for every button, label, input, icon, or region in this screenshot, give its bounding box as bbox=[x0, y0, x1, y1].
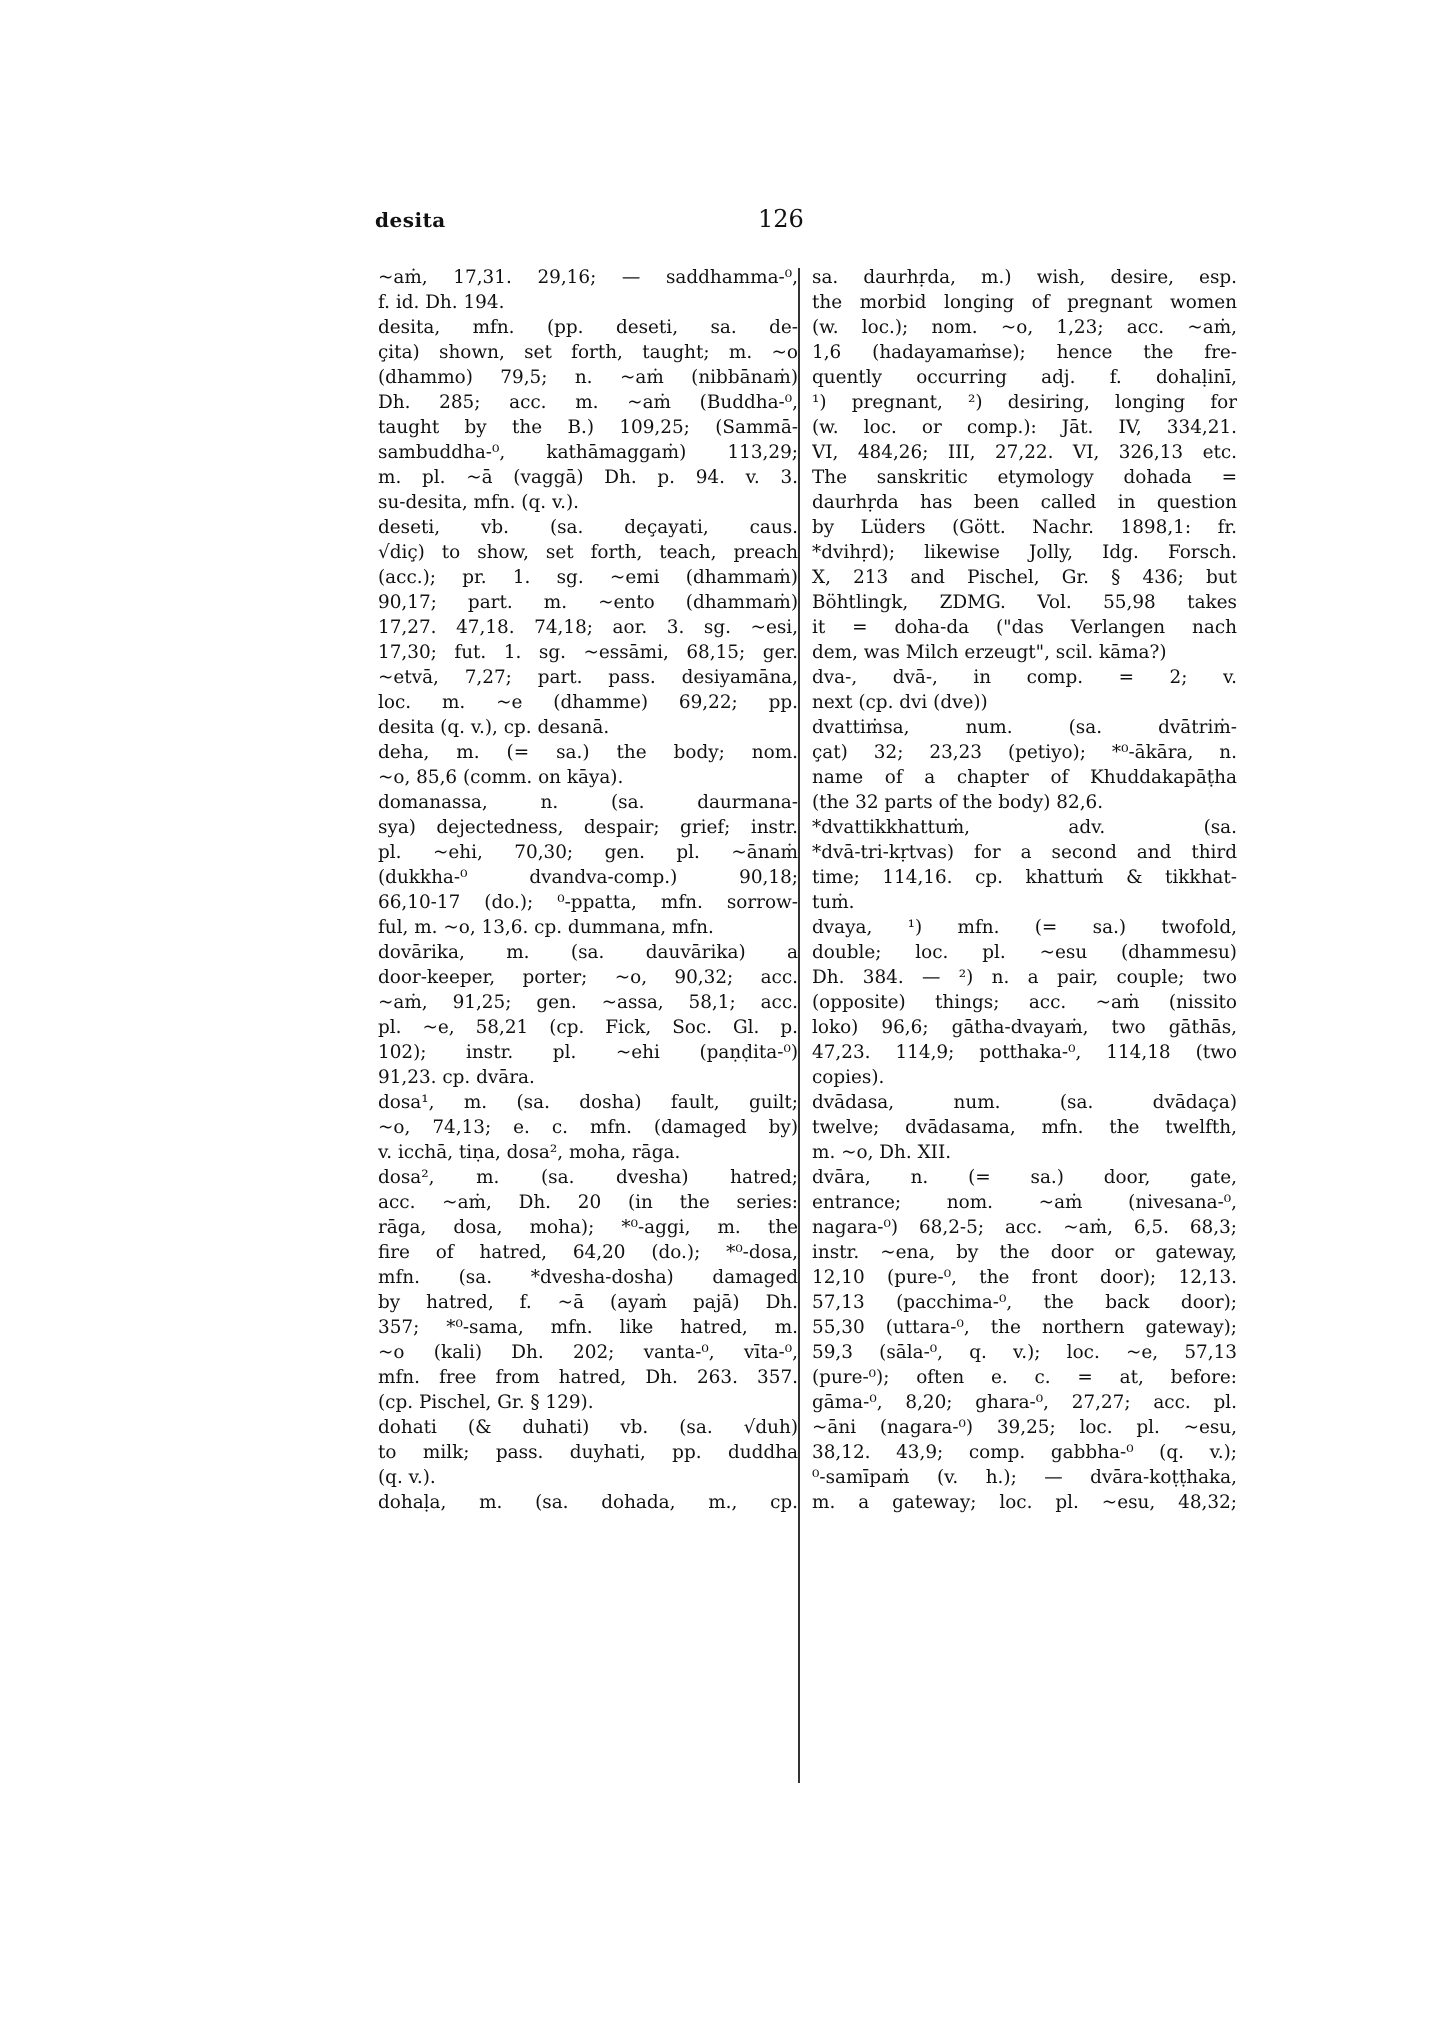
left-column bbox=[378, 265, 798, 1515]
text-line: dva-, dvā-, in comp. = 2; v. bbox=[812, 667, 1237, 688]
text-line: sambuddha-⁰, kathāmaggaṁ) 113,29; bbox=[378, 442, 798, 463]
text-line: 66,10-17 (do.); ⁰-ppatta, mfn. sorrow- bbox=[378, 892, 798, 913]
text-line: ~āni (nagara-⁰) 39,25; loc. pl. ~esu, bbox=[812, 1417, 1237, 1438]
text-line: VI, 484,26; III, 27,22. VI, 326,13 etc. bbox=[812, 442, 1237, 463]
text-line: *dvihṛd); likewise Jolly, Idg. Forsch. bbox=[812, 542, 1237, 563]
text-line: mfn. free from hatred, Dh. 263. 357. bbox=[378, 1367, 798, 1388]
text-line: 17,30; fut. 1. sg. ~essāmi, 68,15; ger. bbox=[378, 642, 798, 663]
text-line: to milk; pass. duyhati, pp. duddha bbox=[378, 1442, 798, 1463]
text-line: √diç) to show, set forth, teach, preach bbox=[378, 542, 798, 563]
text-line: desita (q. v.), cp. desanā. bbox=[378, 717, 610, 738]
text-line: Böhtlingk, ZDMG. Vol. 55,98 takes bbox=[812, 592, 1237, 613]
text-line: it = doha-da ("das Verlangen nach bbox=[812, 617, 1237, 638]
text-line: 17,27. 47,18. 74,18; aor. 3. sg. ~esi, bbox=[378, 617, 798, 638]
text-line: copies). bbox=[812, 1067, 885, 1088]
text-line: loko) 96,6; gātha-dvayaṁ, two gāthās, bbox=[812, 1017, 1237, 1038]
text-line: ~o, 74,13; e. c. mfn. (damaged by) bbox=[378, 1117, 798, 1138]
text-line: dvaya, ¹) mfn. (= sa.) twofold, bbox=[812, 917, 1237, 938]
text-line: m. pl. ~ā (vaggā) Dh. p. 94. v. 3. bbox=[378, 467, 798, 488]
text-line: 91,23. cp. dvāra. bbox=[378, 1067, 535, 1088]
running-head: desita bbox=[375, 208, 446, 232]
text-line: by hatred, f. ~ā (ayaṁ pajā) Dh. bbox=[378, 1292, 798, 1313]
text-line: fire of hatred, 64,20 (do.); *⁰-dosa, bbox=[378, 1242, 798, 1263]
text-line: 1,6 (hadayamaṁse); hence the fre- bbox=[812, 342, 1237, 363]
text-line: time; 114,16. cp. khattuṁ & tikkhat- bbox=[812, 867, 1237, 888]
text-line: taught by the B.) 109,25; (Sammā- bbox=[378, 417, 798, 438]
text-line: loc. m. ~e (dhamme) 69,22; pp. bbox=[378, 692, 798, 713]
text-line: by Lüders (Gött. Nachr. 1898,1: fr. bbox=[812, 517, 1237, 538]
text-line: next (cp. dvi (dve)) bbox=[812, 692, 988, 713]
text-line: deseti, vb. (sa. deçayati, caus. bbox=[378, 517, 798, 538]
text-line: nagara-⁰) 68,2-5; acc. ~aṁ, 6,5. 68,3; bbox=[812, 1217, 1237, 1238]
text-line: (q. v.). bbox=[378, 1467, 436, 1488]
text-line: m. ~o, Dh. XII. bbox=[812, 1142, 952, 1163]
text-line: door-keeper, porter; ~o, 90,32; acc. bbox=[378, 967, 798, 988]
text-line: su-desita, mfn. (q. v.). bbox=[378, 492, 580, 513]
text-line: (w. loc. or comp.): Jāt. IV, 334,21. bbox=[812, 417, 1237, 438]
text-line: (acc.); pr. 1. sg. ~emi (dhammaṁ) bbox=[378, 567, 798, 588]
text-line: ~aṁ, 17,31. 29,16; — saddhamma-⁰, bbox=[378, 267, 798, 288]
text-line: double; loc. pl. ~esu (dhammesu) bbox=[812, 942, 1237, 963]
text-line: domanassa, n. (sa. daurmana- bbox=[378, 792, 798, 813]
text-line: (w. loc.); nom. ~o, 1,23; acc. ~aṁ, bbox=[812, 317, 1237, 338]
text-line: instr. ~ena, by the door or gateway, bbox=[812, 1242, 1237, 1263]
text-line: 357; *⁰-sama, mfn. like hatred, m. bbox=[378, 1317, 798, 1338]
text-line: acc. ~aṁ, Dh. 20 (in the series: bbox=[378, 1192, 798, 1213]
text-line: twelve; dvādasama, mfn. the twelfth, bbox=[812, 1117, 1237, 1138]
text-line: sa. daurhṛda, m.) wish, desire, esp. bbox=[812, 267, 1237, 288]
text-line: desita, mfn. (pp. deseti, sa. de- bbox=[378, 317, 798, 338]
text-line: quently occurring adj. f. dohaḷinī, bbox=[812, 367, 1237, 388]
text-line: dvattiṁsa, num. (sa. dvātriṁ- bbox=[812, 717, 1237, 738]
text-line: mfn. (sa. *dvesha-dosha) damaged bbox=[378, 1267, 798, 1288]
text-line: the morbid longing of pregnant women bbox=[812, 292, 1237, 313]
right-column bbox=[812, 265, 1237, 1515]
text-line: X, 213 and Pischel, Gr. § 436; but bbox=[812, 567, 1237, 588]
text-line: 55,30 (uttara-⁰, the northern gateway); bbox=[812, 1317, 1237, 1338]
text-line: ful, m. ~o, 13,6. cp. dummana, mfn. bbox=[378, 917, 714, 938]
text-line: dosa¹, m. (sa. dosha) fault, guilt; bbox=[378, 1092, 798, 1113]
text-line: Dh. 384. — ²) n. a pair, couple; two bbox=[812, 967, 1237, 988]
text-line: pl. ~ehi, 70,30; gen. pl. ~ānaṁ bbox=[378, 842, 798, 863]
text-line: (dhammo) 79,5; n. ~aṁ (nibbānaṁ) bbox=[378, 367, 798, 388]
text-line: ¹) pregnant, ²) desiring, longing for bbox=[812, 392, 1237, 413]
page-number: 126 bbox=[758, 205, 804, 233]
text-line: 102); instr. pl. ~ehi (paṇḍita-⁰) bbox=[378, 1042, 798, 1063]
text-line: dohaḷa, m. (sa. dohada, m., cp. bbox=[378, 1492, 798, 1513]
text-line: dohati (& duhati) vb. (sa. √duh) bbox=[378, 1417, 798, 1438]
text-line: m. a gateway; loc. pl. ~esu, 48,32; bbox=[812, 1492, 1237, 1513]
text-line: pl. ~e, 58,21 (cp. Fick, Soc. Gl. p. bbox=[378, 1017, 798, 1038]
text-line: The sanskritic etymology dohada = bbox=[812, 467, 1237, 488]
text-line: 47,23. 114,9; potthaka-⁰, 114,18 (two bbox=[812, 1042, 1237, 1063]
text-line: dvādasa, num. (sa. dvādaça) bbox=[812, 1092, 1237, 1113]
text-line: Dh. 285; acc. m. ~aṁ (Buddha-⁰, bbox=[378, 392, 798, 413]
text-line: ~etvā, 7,27; part. pass. desiyamāna, bbox=[378, 667, 798, 688]
text-line: daurhṛda has been called in question bbox=[812, 492, 1237, 513]
text-line: entrance; nom. ~aṁ (nivesana-⁰, bbox=[812, 1192, 1237, 1213]
text-line: gāma-⁰, 8,20; ghara-⁰, 27,27; acc. pl. bbox=[812, 1392, 1237, 1413]
text-line: *dvā-tri-kṛtvas) for a second and third bbox=[812, 842, 1237, 863]
text-line: (opposite) things; acc. ~aṁ (nissito bbox=[812, 992, 1237, 1013]
page-header bbox=[375, 205, 1440, 242]
text-line: sya) dejectedness, despair; grief; instr. bbox=[378, 817, 798, 838]
text-line: ~o (kali) Dh. 202; vanta-⁰, vīta-⁰, bbox=[378, 1342, 798, 1363]
text-line: *dvattikkhattuṁ, adv. (sa. bbox=[812, 817, 1237, 838]
text-line: dem, was Milch erzeugt", scil. kāma?) bbox=[812, 642, 1167, 663]
text-line: (pure-⁰); often e. c. = at, before: bbox=[812, 1367, 1237, 1388]
text-line: 38,12. 43,9; comp. gabbha-⁰ (q. v.); bbox=[812, 1442, 1237, 1463]
text-line: f. id. Dh. 194. bbox=[378, 292, 505, 313]
text-line: 59,3 (sāla-⁰, q. v.); loc. ~e, 57,13 bbox=[812, 1342, 1237, 1363]
column-divider bbox=[798, 268, 800, 1783]
text-line: dosa², m. (sa. dvesha) hatred; bbox=[378, 1167, 798, 1188]
text-line: tuṁ. bbox=[812, 892, 855, 913]
text-line: çita) shown, set forth, taught; m. ~o bbox=[378, 342, 798, 363]
text-line: ~aṁ, 91,25; gen. ~assa, 58,1; acc. bbox=[378, 992, 798, 1013]
text-line: (the 32 parts of the body) 82,6. bbox=[812, 792, 1104, 813]
text-line: ⁰-samīpaṁ (v. h.); — dvāra-koṭṭhaka, bbox=[812, 1467, 1237, 1488]
text-line: dvāra, n. (= sa.) door, gate, bbox=[812, 1167, 1237, 1188]
text-line: (dukkha-⁰ dvandva-comp.) 90,18; bbox=[378, 867, 798, 888]
text-line: 90,17; part. m. ~ento (dhammaṁ) bbox=[378, 592, 798, 613]
text-line: v. icchā, tiṇa, dosa², moha, rāga. bbox=[378, 1142, 681, 1163]
text-line: name of a chapter of Khuddakapāṭha bbox=[812, 767, 1237, 788]
text-line: dovārika, m. (sa. dauvārika) a bbox=[378, 942, 798, 963]
text-line: 57,13 (pacchima-⁰, the back door); bbox=[812, 1292, 1237, 1313]
text-line: 12,10 (pure-⁰, the front door); 12,13. bbox=[812, 1267, 1237, 1288]
text-line: rāga, dosa, moha); *⁰-aggi, m. the bbox=[378, 1217, 798, 1238]
text-line: ~o, 85,6 (comm. on kāya). bbox=[378, 767, 624, 788]
text-line: deha, m. (= sa.) the body; nom. bbox=[378, 742, 798, 763]
text-line: çat) 32; 23,23 (petiyo); *⁰-ākāra, n. bbox=[812, 742, 1237, 763]
text-line: (cp. Pischel, Gr. § 129). bbox=[378, 1392, 594, 1413]
